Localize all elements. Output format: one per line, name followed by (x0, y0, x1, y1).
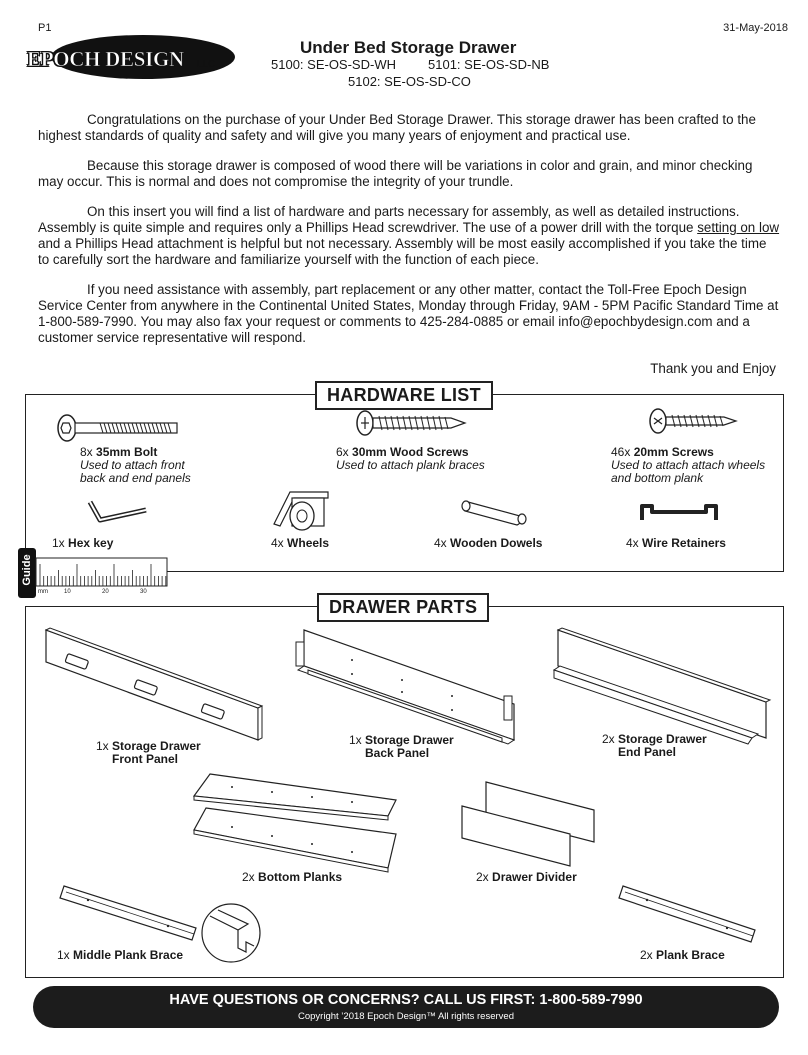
intro-paragraph-2: Because this storage drawer is composed of wood there will be variations in color and grain, and minor checking may occur. This is normal and does not compromise the integrity of your trundle. (38, 158, 753, 189)
brand-name: EPOCH DESIGN (27, 47, 184, 71)
end-panel-name-1: Storage Drawer (618, 732, 707, 746)
bolt-icon (55, 412, 180, 444)
middle-plank-brace-qty: 1x (57, 948, 70, 962)
wire-retainers-qty: 4x (626, 536, 639, 550)
sku-1: 5100: SE-OS-SD-WH (271, 57, 396, 72)
middle-plank-brace-drawing (58, 884, 200, 942)
end-panel-qty: 2x (602, 732, 615, 746)
part-middle-plank-brace (57, 949, 183, 962)
intro-text (38, 112, 780, 360)
front-panel-name-1: Storage Drawer (112, 739, 201, 753)
end-panel-name-2: End Panel (618, 745, 677, 759)
back-panel-name-2: Back Panel (365, 746, 430, 760)
brand-suffix: LLC (197, 59, 216, 70)
screws-20mm-desc-1: Used to attach attach wheels (611, 458, 766, 472)
intro-paragraph-3a: On this insert you will find a list of hardware and parts necessary for assembly, as well as detailed instructions. Assembly is quite simple and requires only a Phillips Head screwdriver. The use of a power drill with the torque (38, 204, 740, 235)
middle-plank-brace-name: Middle Plank Brace (73, 948, 184, 962)
drawer-parts-title: DRAWER PARTS (317, 593, 489, 622)
hardware-item-wood-screws (336, 446, 485, 472)
bolt-name: 35mm Bolt (96, 445, 158, 459)
bolt-desc-1: Used to attach front (80, 458, 185, 472)
hardware-item-wire-retainers (626, 537, 726, 550)
hardware-item-wheels (271, 537, 329, 550)
footer-copyright: Copyright ’2018 Epoch Design™ All rights reserved (298, 1011, 514, 1022)
hex-key-icon (86, 498, 150, 524)
screw-icon (648, 408, 738, 434)
screws-20mm-qty: 46x (611, 445, 631, 459)
drawer-divider-qty: 2x (476, 870, 489, 884)
wheels-qty: 4x (271, 536, 284, 550)
part-back-panel (349, 734, 454, 760)
back-panel-drawing (296, 628, 518, 746)
brace-detail-magnifier (200, 902, 262, 964)
guide-tab (18, 548, 36, 598)
intro-paragraph-4: If you need assistance with assembly, part replacement or any other matter, contact the Toll-Free Epoch Design Service Center from anywhere in the Continental United States, Monday through Friday, 9AM - 5PM Pacific Standard Time at 1-800-589-7990. You may also fax your request or comments to 425-284-0885 or email info@epochbydesign.com and a customer service representative will respond. (38, 282, 779, 345)
end-panel-drawing (552, 628, 772, 740)
wire-retainer-icon (640, 500, 720, 524)
intro-paragraph-3b: and a Phillips Head attachment is helpful but not necessary. Assembly will be most easily accomplished if you take the time to carefully sort the hardware and familiarize yourself with the function of each piece. (38, 236, 767, 267)
screws-20mm-name: 20mm Screws (633, 445, 714, 459)
hex-key-qty: 1x (52, 536, 65, 550)
sku-2: 5101: SE-OS-SD-NB (428, 57, 550, 72)
wheel-icon (272, 490, 332, 536)
part-front-panel (96, 740, 201, 766)
plank-brace-drawing (617, 884, 759, 944)
hardware-list-title: HARDWARE LIST (315, 381, 493, 410)
drawer-divider-name: Drawer Divider (492, 870, 577, 884)
wood-screw-icon (355, 410, 467, 436)
front-panel-drawing (44, 628, 264, 744)
part-bottom-planks (242, 871, 342, 884)
ruler-label-30: 30 (140, 589, 147, 595)
date: 31-May-2018 (723, 22, 788, 34)
bottom-planks-drawing (192, 772, 398, 872)
dowels-qty: 4x (434, 536, 447, 550)
part-end-panel (602, 733, 707, 759)
guide-label: Guide (21, 554, 33, 586)
intro-paragraph-1: Congratulations on the purchase of your Under Bed Storage Drawer. This storage drawer has been crafted to the highest standards of quality and safety and will give you many years of enjoyment and practical use. (38, 112, 756, 143)
hardware-item-hex-key (52, 537, 113, 550)
screws-20mm-desc-2: and bottom plank (611, 471, 704, 485)
doc-title: Under Bed Storage Drawer (300, 38, 517, 57)
dowel-icon (460, 496, 530, 526)
page-label: P1 (38, 22, 52, 34)
hardware-item-20mm-screws (611, 446, 765, 485)
ruler-label-20: 20 (102, 589, 109, 595)
part-drawer-divider (476, 871, 577, 884)
front-panel-name-2: Front Panel (112, 752, 179, 766)
drawer-divider-drawing (460, 780, 596, 868)
back-panel-qty: 1x (349, 733, 362, 747)
part-plank-brace (640, 949, 725, 962)
bolt-qty: 8x (80, 445, 93, 459)
front-panel-qty: 1x (96, 739, 109, 753)
wire-retainers-name: Wire Retainers (642, 536, 726, 550)
hardware-item-bolt (80, 446, 191, 485)
ruler-label-mm: mm (38, 589, 48, 595)
plank-brace-qty: 2x (640, 948, 653, 962)
wood-screws-qty: 6x (336, 445, 349, 459)
torque-setting-text: setting on low (697, 220, 780, 235)
dowels-name: Wooden Dowels (450, 536, 543, 550)
wood-screws-desc-1: Used to attach plank braces (336, 458, 485, 472)
ruler-label-10: 10 (64, 589, 71, 595)
signoff: Thank you and Enjoy (650, 361, 776, 376)
wood-screws-name: 30mm Wood Screws (352, 445, 469, 459)
footer-banner (33, 986, 779, 1028)
back-panel-name-1: Storage Drawer (365, 733, 454, 747)
bolt-desc-2: back and end panels (80, 471, 191, 485)
sku-3: 5102: SE-OS-SD-CO (348, 74, 471, 89)
plank-brace-name: Plank Brace (656, 948, 725, 962)
intro-paragraph-3 (38, 204, 780, 268)
bottom-planks-qty: 2x (242, 870, 255, 884)
hardware-item-dowels (434, 537, 542, 550)
footer-cta: HAVE QUESTIONS OR CONCERNS? CALL US FIRST: 1-800-589-7990 (169, 992, 643, 1008)
bottom-planks-name: Bottom Planks (258, 870, 343, 884)
hex-key-name: Hex key (68, 536, 114, 550)
brand-logo (25, 37, 216, 81)
ruler (36, 558, 168, 596)
wheels-name: Wheels (287, 536, 330, 550)
